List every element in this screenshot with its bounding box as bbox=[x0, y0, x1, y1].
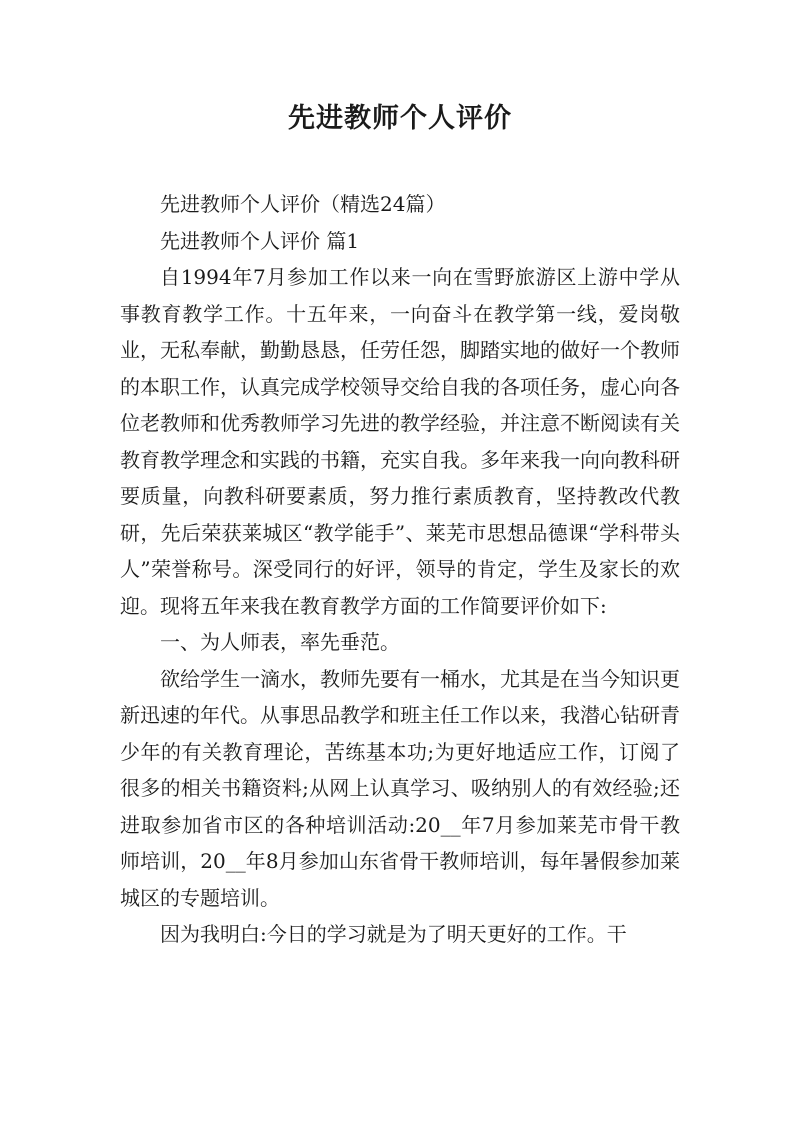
body-paragraph: 自1994年7月参加工作以来一向在雪野旅游区上游中学从事教育教学工作。十五年来，一向奋斗在教学第一线，爱岗敬业，无私奉献，勤勤恳恳，任劳任怨，脚踏实地的做好一个教师的本职工作，认真完成学校领导交给自我的各项任务，虚心向各位老教师和优秀教师学习先进的教学经验，并注意不断阅读有关教育教学理念和实践的书籍，充实自我。多年来我一向向教科研要质量，向教科研要素质，努力推行素质教育，坚持教改代教研，先后荣获莱城区“教学能手”、莱芜市思想品德课“学科带头人”荣誉称号。深受同行的好评，领导的肯定，学生及家长的欢迎。现将五年来我在教育教学方面的工作简要评价如下: bbox=[120, 265, 680, 618]
body-paragraph: 欲给学生一滴水，教师先要有一桶水，尤其是在当今知识更新迅速的年代。从事思品教学和班主任工作以来，我潜心钻研青少年的有关教育理论，苦练基本功;为更好地适应工作，订阅了很多的相关书籍资料;从网上认真学习、吸纳别人的有效经验;还进取参加省市区的各种培训活动:20__年7月参加莱芜市骨干教师培训，20__年8月参加山东省骨干教师培训，每年暑假参加莱城区的专题培训。 bbox=[120, 666, 680, 910]
body-paragraph: 因为我明白:今日的学习就是为了明天更好的工作。干 bbox=[160, 922, 627, 946]
subtitle-paragraph: 先进教师个人评价（精选24篇） bbox=[160, 192, 446, 216]
point-heading: 一、为人师表，率先垂范。 bbox=[160, 630, 400, 654]
section-heading: 先进教师个人评价 篇1 bbox=[160, 228, 360, 253]
document-body bbox=[120, 186, 680, 953]
document-title: 先进教师个人评价 bbox=[288, 103, 512, 134]
